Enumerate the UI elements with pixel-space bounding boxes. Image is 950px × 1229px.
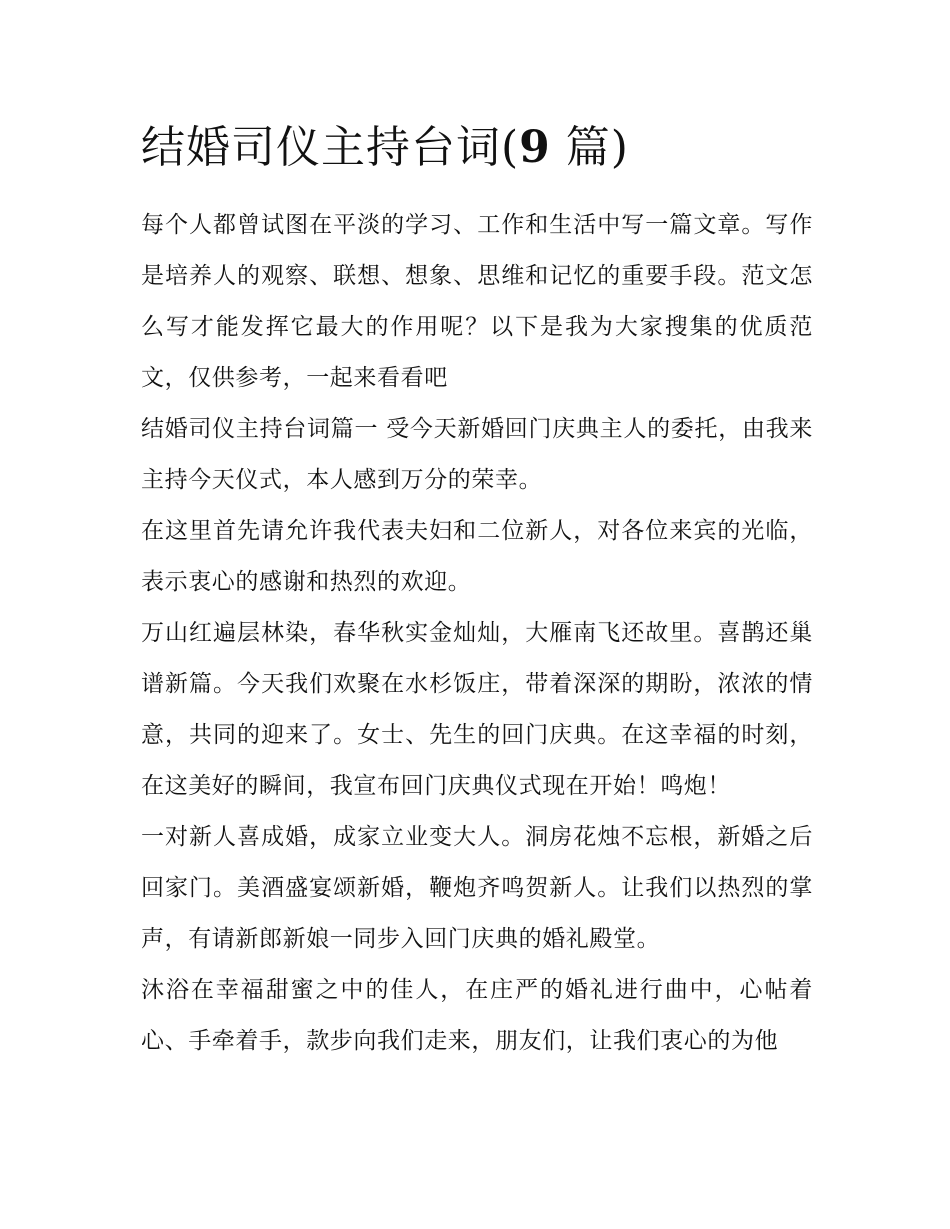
title-suffix: 篇): [550, 122, 629, 173]
title-number: 9: [519, 122, 551, 173]
document-body: [141, 112, 813, 1067]
paragraph-welcome: 在这里首先请允许我代表夫妇和二位新人，对各位来宾的光临，表示衷心的感谢和热烈的欢迎。: [141, 518, 813, 595]
paragraph-procession: 沐浴在幸福甜蜜之中的佳人，在庄严的婚礼进行曲中，心帖着心、手牵着手，款步向我们走来，朋友们，让我们衷心的为他: [141, 977, 813, 1054]
paragraph-section-one: 结婚司仪主持台词篇一 受今天新婚回门庆典主人的委托，由我来主持今天仪式，本人感到万分的荣幸。: [141, 416, 813, 493]
paragraph-opening: 万山红遍层林染，春华秋实金灿灿，大雁南飞还故里。喜鹊还巢谱新篇。今天我们欢聚在水杉饭庄，带着深深的期盼，浓浓的情意，共同的迎来了。女士、先生的回门庆典。在这幸福的时刻，在这美好的瞬间，我宣布回门庆典仪式现在开始！鸣炮！: [141, 620, 813, 799]
paragraph-couple: 一对新人喜成婚，成家立业变大人。洞房花烛不忘根，新婚之后回家门。美酒盛宴颂新婚，鞭炮齐鸣贺新人。让我们以热烈的掌声，有请新郎新娘一同步入回门庆典的婚礼殿堂。: [141, 824, 813, 952]
paragraph-intro: 每个人都曾试图在平淡的学习、工作和生活中写一篇文章。写作是培养人的观察、联想、想象、思维和记忆的重要手段。范文怎么写才能发挥它最大的作用呢？以下是我为大家搜集的优质范文，仅供参考，一起来看看吧: [141, 212, 813, 391]
title-prefix: 结婚司仪主持台词(: [141, 122, 520, 173]
document-title: [141, 112, 813, 184]
